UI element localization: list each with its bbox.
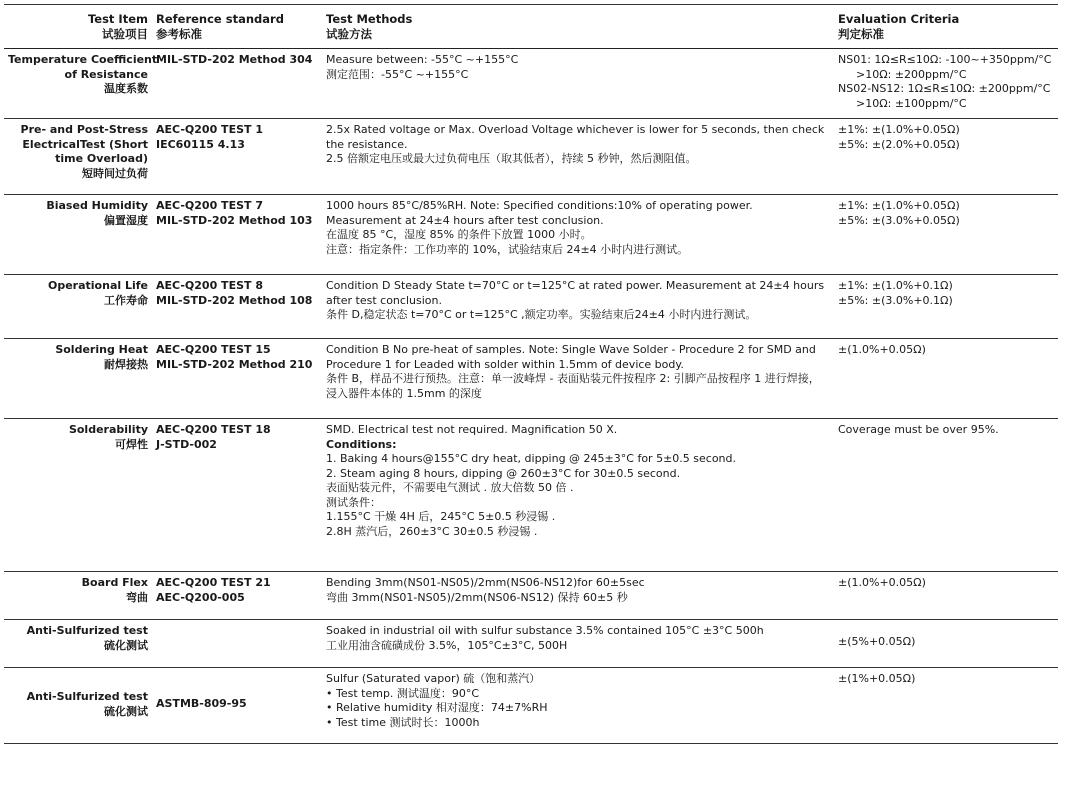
test-item-cell: Anti-Sulfurized test 硫化测试 xyxy=(4,620,152,668)
table-row xyxy=(4,620,1058,668)
criteria-cell: NS01: 1Ω≤R≤10Ω: -100~+350ppm/°C >10Ω: ±200ppm/°C NS02-NS12: 1Ω≤R≤10Ω: ±200ppm/°C >10Ω: ±100ppm/°C xyxy=(834,49,1058,119)
criteria-cell: ±(1.0%+0.05Ω) xyxy=(834,339,1058,419)
criteria-cell: ±1%: ±(1.0%+0.1Ω) ±5%: ±(3.0%+0.1Ω) xyxy=(834,275,1058,339)
header-row xyxy=(4,10,1058,49)
header-evaluation-criteria: Evaluation Criteria 判定标准 xyxy=(834,10,1058,49)
standard-cell: AEC-Q200 TEST 21 AEC-Q200-005 xyxy=(152,572,322,620)
test-item-cell: Biased Humidity 偏置湿度 xyxy=(4,195,152,275)
standard-cell: AEC-Q200 TEST 8 MIL-STD-202 Method 108 xyxy=(152,275,322,339)
standard-cell: AEC-Q200 TEST 18 J-STD-002 xyxy=(152,419,322,572)
criteria-cell: ±(5%+0.05Ω) xyxy=(834,620,1058,668)
test-item-cell: Soldering Heat 耐焊接热 xyxy=(4,339,152,419)
method-cell: Condition D Steady State t=70°C or t=125°C at rated power. Measurement at 24±4 hours after test conclusion. 条件 D,稳定状态 t=70°C or t=125°C ,额定功率。实验结束后24±4 小时内进行测试。 xyxy=(322,275,834,339)
standard-cell: AEC-Q200 TEST 15 MIL-STD-202 Method 210 xyxy=(152,339,322,419)
table-row xyxy=(4,339,1058,419)
table-row xyxy=(4,275,1058,339)
test-item-cell: Temperature Coefficient of Resistance 温度系数 xyxy=(4,49,152,119)
table-row xyxy=(4,49,1058,119)
table-row xyxy=(4,195,1058,275)
top-rule xyxy=(4,4,1058,5)
criteria-cell: ±(1%+0.05Ω) xyxy=(834,668,1058,744)
test-item-cell: Solderability 可焊性 xyxy=(4,419,152,572)
criteria-cell: ±1%: ±(1.0%+0.05Ω) ±5%: ±(2.0%+0.05Ω) xyxy=(834,119,1058,195)
criteria-cell: ±1%: ±(1.0%+0.05Ω) ±5%: ±(3.0%+0.05Ω) xyxy=(834,195,1058,275)
method-cell: 2.5x Rated voltage or Max. Overload Voltage whichever is lower for 5 seconds, then check the resistance. 2.5 倍额定电压或最大过负荷电压（取其低者），持续 5 秒钟，然后测阻值。 xyxy=(322,119,834,195)
criteria-cell: Coverage must be over 95%. xyxy=(834,419,1058,572)
method-cell: Bending 3mm(NS01-NS05)/2mm(NS06-NS12)for 60±5sec 弯曲 3mm(NS01-NS05)/2mm(NS06-NS12) 保持 60±5 秒 xyxy=(322,572,834,620)
standard-cell: AEC-Q200 TEST 7 MIL-STD-202 Method 103 xyxy=(152,195,322,275)
standard-cell xyxy=(152,620,322,668)
table-row xyxy=(4,668,1058,744)
standard-cell: ASTMB-809-95 xyxy=(152,668,322,744)
table-row xyxy=(4,572,1058,620)
header-test-methods: Test Methods 试验方法 xyxy=(322,10,834,49)
test-item-cell: Board Flex 弯曲 xyxy=(4,572,152,620)
standard-cell: MIL-STD-202 Method 304 xyxy=(152,49,322,119)
table-row xyxy=(4,119,1058,195)
test-item-cell: Anti-Sulfurized test 硫化测试 xyxy=(4,668,152,744)
table-row xyxy=(4,419,1058,572)
criteria-cell: ±(1.0%+0.05Ω) xyxy=(834,572,1058,620)
test-item-cell: Operational Life 工作寿命 xyxy=(4,275,152,339)
test-item-cell: Pre- and Post-Stress ElectricalTest (Short time Overload) 短時间过负荷 xyxy=(4,119,152,195)
header-reference-standard: Reference standard 参考标准 xyxy=(152,10,322,49)
method-cell: Soaked in industrial oil with sulfur substance 3.5% contained 105°C ±3°C 500h 工业用油含硫磺成份 3.5%，105°C±3°C, 500H xyxy=(322,620,834,668)
header-test-item: Test Item 试验项目 xyxy=(4,10,152,49)
method-cell: Sulfur (Saturated vapor) 硫（饱和蒸汽） • Test temp. 测试温度：90°C • Relative humidity 相对湿度：74±7%RH • Test time 测试时长：1000h xyxy=(322,668,834,744)
standard-cell: AEC-Q200 TEST 1 IEC60115 4.13 xyxy=(152,119,322,195)
method-cell: SMD. Electrical test not required. Magnification 50 X. Conditions: 1. Baking 4 hours@155°C dry heat, dipping @ 245±3°C for 5±0.5 second. 2. Steam aging 8 hours, dipping @ 260±3°C for 30±0.5 second. 表面贴装元件，不需要电气测试 . 放大倍数 50 倍 . 测试条件： 1.155°C 干燥 4H 后，245°C 5±0.5 秒浸锡 . 2.8H 蒸汽后，260±3°C 30±0.5 秒浸锡 . xyxy=(322,419,834,572)
method-cell: 1000 hours 85°C/85%RH. Note: Specified conditions:10% of operating power. Measurement at 24±4 hours after test conclusion. 在温度 85 °C，湿度 85% 的条件下放置 1000 小时。 注意：指定条件：工作功率的 10%，试验结束后 24±4 小时内进行测试。 xyxy=(322,195,834,275)
method-cell: Measure between: -55°C ~+155°C 测定范围：-55°C ~+155°C xyxy=(322,49,834,119)
test-spec-table xyxy=(4,10,1058,744)
method-cell: Condition B No pre-heat of samples. Note: Single Wave Solder - Procedure 2 for SMD and Procedure 1 for Leaded with solder within 1.5mm of device body. 条件 B，样品不进行预热。注意：单一波峰焊 - 表面贴装元件按程序 2: 引脚产品按程序 1 进行焊接，浸入器件本体的 1.5mm 的深度 xyxy=(322,339,834,419)
